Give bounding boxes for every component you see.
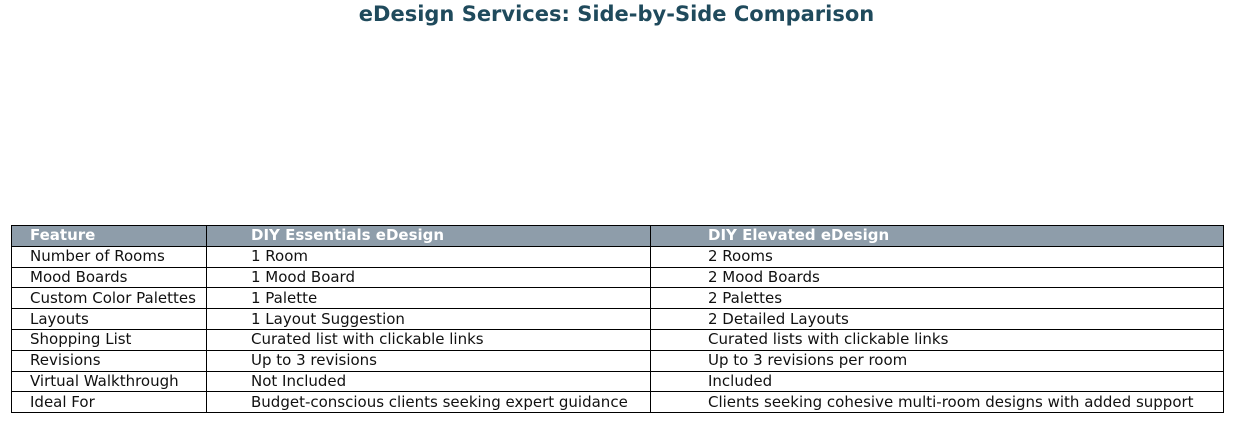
feature-cell: Custom Color Palettes bbox=[12, 288, 207, 309]
table-row bbox=[12, 329, 1224, 350]
feature-cell: Virtual Walkthrough bbox=[12, 371, 207, 392]
feature-cell: Revisions bbox=[12, 350, 207, 371]
feature-cell: Shopping List bbox=[12, 329, 207, 350]
elevated-cell: 2 Detailed Layouts bbox=[651, 309, 1224, 330]
chart-title: eDesign Services: Side-by-Side Comparison bbox=[358, 2, 875, 26]
column-header-feature: Feature bbox=[12, 226, 207, 247]
table-row bbox=[12, 371, 1224, 392]
column-header-elevated: DIY Elevated eDesign bbox=[651, 226, 1224, 247]
comparison-table bbox=[11, 225, 1224, 413]
elevated-cell: 2 Palettes bbox=[651, 288, 1224, 309]
table-row bbox=[12, 246, 1224, 267]
elevated-cell: 2 Mood Boards bbox=[651, 267, 1224, 288]
table-row bbox=[12, 288, 1224, 309]
essentials-cell: 1 Layout Suggestion bbox=[207, 309, 651, 330]
column-header-essentials: DIY Essentials eDesign bbox=[207, 226, 651, 247]
essentials-cell: Curated list with clickable links bbox=[207, 329, 651, 350]
essentials-cell: Not Included bbox=[207, 371, 651, 392]
feature-cell: Number of Rooms bbox=[12, 246, 207, 267]
table-row bbox=[12, 350, 1224, 371]
essentials-cell: Up to 3 revisions bbox=[207, 350, 651, 371]
feature-cell: Mood Boards bbox=[12, 267, 207, 288]
essentials-cell: 1 Room bbox=[207, 246, 651, 267]
feature-cell: Ideal For bbox=[12, 392, 207, 413]
elevated-cell: 2 Rooms bbox=[651, 246, 1224, 267]
elevated-cell: Included bbox=[651, 371, 1224, 392]
essentials-cell: Budget-conscious clients seeking expert guidance bbox=[207, 392, 651, 413]
table-row bbox=[12, 392, 1224, 413]
essentials-cell: 1 Palette bbox=[207, 288, 651, 309]
elevated-cell: Clients seeking cohesive multi-room designs with added support bbox=[651, 392, 1224, 413]
feature-cell: Layouts bbox=[12, 309, 207, 330]
essentials-cell: 1 Mood Board bbox=[207, 267, 651, 288]
elevated-cell: Curated lists with clickable links bbox=[651, 329, 1224, 350]
elevated-cell: Up to 3 revisions per room bbox=[651, 350, 1224, 371]
table-row bbox=[12, 267, 1224, 288]
table-row bbox=[12, 309, 1224, 330]
table-header-row bbox=[12, 226, 1224, 247]
